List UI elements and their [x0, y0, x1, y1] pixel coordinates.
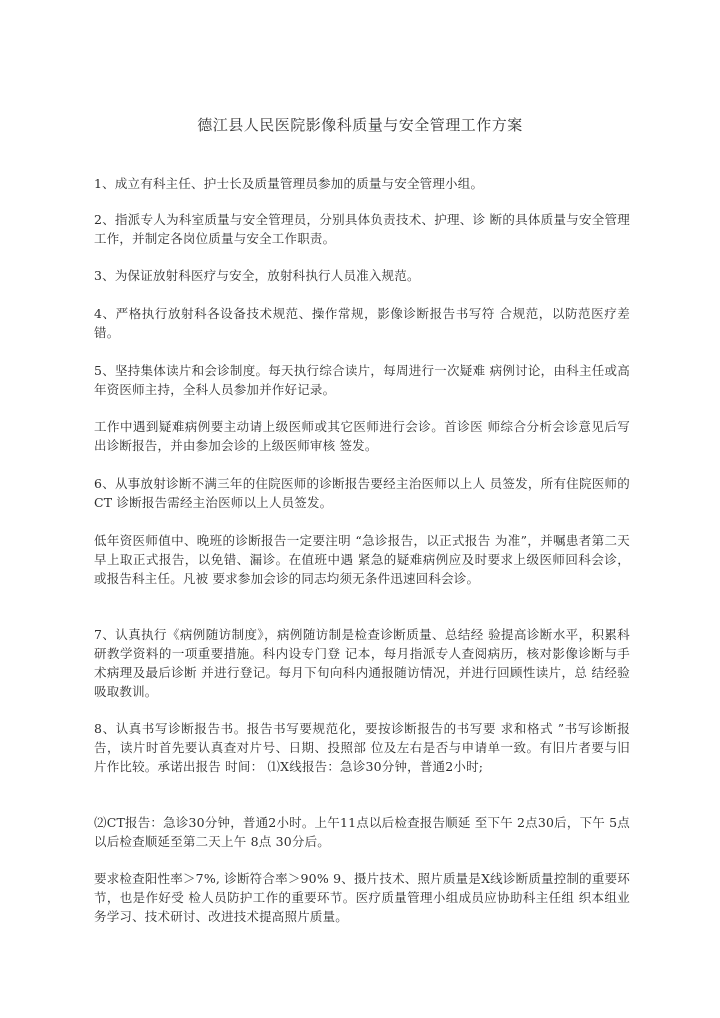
- paragraph-2: 2、指派专人为科室质量与安全管理员，分别具体负责技术、护理、诊 断的具体质量与安全管理工作，并制定各岗位质量与安全工作职责。: [94, 212, 630, 246]
- paragraph-8: 8、认真书写诊断报告书。报告书写要规范化，要按诊断报告的书写要 求和格式 ”书写诊断报告，读片时首先要认真查对片号、日期、投照部 位及左右是否与申请单一致。有旧片者要与旧片作比较。承诺出报告 时间： ⑴X线报告：急诊30分钟，普通2小时;: [94, 721, 630, 774]
- paragraph-junior-doctors: 低年资医师值中、晚班的诊断报告一定要注明 “急诊报告，以正式报告 为准”，并嘱患者第二天早上取正式报告，以免错、漏诊。在值班中遇 紧急的疑难病例应及时要求上级医师回科会诊，或报告科主任。凡被 要求参加会诊的同志均须无条件迅速回科会诊。: [94, 533, 630, 586]
- paragraph-5: 5、坚持集体读片和会诊制度。每天执行综合读片，每周进行一次疑难 病例讨论，由科主任或高年资医师主持，全科人员参加并作好记录。: [94, 363, 630, 397]
- paragraph-1: 1、成立有科主任、护士长及质量管理员参加的质量与安全管理小组。: [94, 176, 484, 191]
- document-title: 德江县人民医院影像科质量与安全管理工作方案: [197, 116, 523, 134]
- paragraph-9: 要求检查阳性率＞7%, 诊断符合率＞90% 9、摄片技术、照片质量是X线诊断质量控制的重要环节，也是作好受 检人员防护工作的重要环节。医疗质量管理小组成员应协助科主任组 织本组业务学习、技术研讨、改进技术提高照片质量。: [94, 871, 630, 924]
- paragraph-7: 7、认真执行《病例随访制度》，病例随访制是检查诊断质量、总结经 验提高诊断水平，积累科研教学资料的一项重要措施。科内设专门登 记本，每月指派专人查阅病历，核对影像诊断与手术病理及最后诊断 并进行登记。每月下旬向科内通报随访情况，并进行回顾性读片，总 结经验吸取教训。: [94, 627, 630, 699]
- paragraph-6: 6、从事放射诊断不满三年的住院医师的诊断报告要经主治医师以上人 员签发，所有住院医师的 CT 诊断报告需经主治医师以上人员签发。: [94, 476, 630, 510]
- paragraph-4: 4、严格执行放射科各设备技术规范、操作常规，影像诊断报告书写符 合规范，以防范医疗差错。: [94, 306, 630, 340]
- paragraph-ct-report: ⑵CT报告：急诊30分钟，普通2小时。上午11点以后检查报告顺延 至下午 2点30后，下午 5点以后检查顺延至第二天上午 8点 30分后。: [94, 815, 630, 849]
- paragraph-consultation: 工作中遇到疑难病例要主动请上级医师或其它医师进行会诊。首诊医 师综合分析会诊意见后写出诊断报告，并由参加会诊的上级医师审核 签发。: [94, 419, 630, 453]
- paragraph-3: 3、为保证放射科医疗与安全，放射科执行人员准入规范。: [94, 268, 420, 283]
